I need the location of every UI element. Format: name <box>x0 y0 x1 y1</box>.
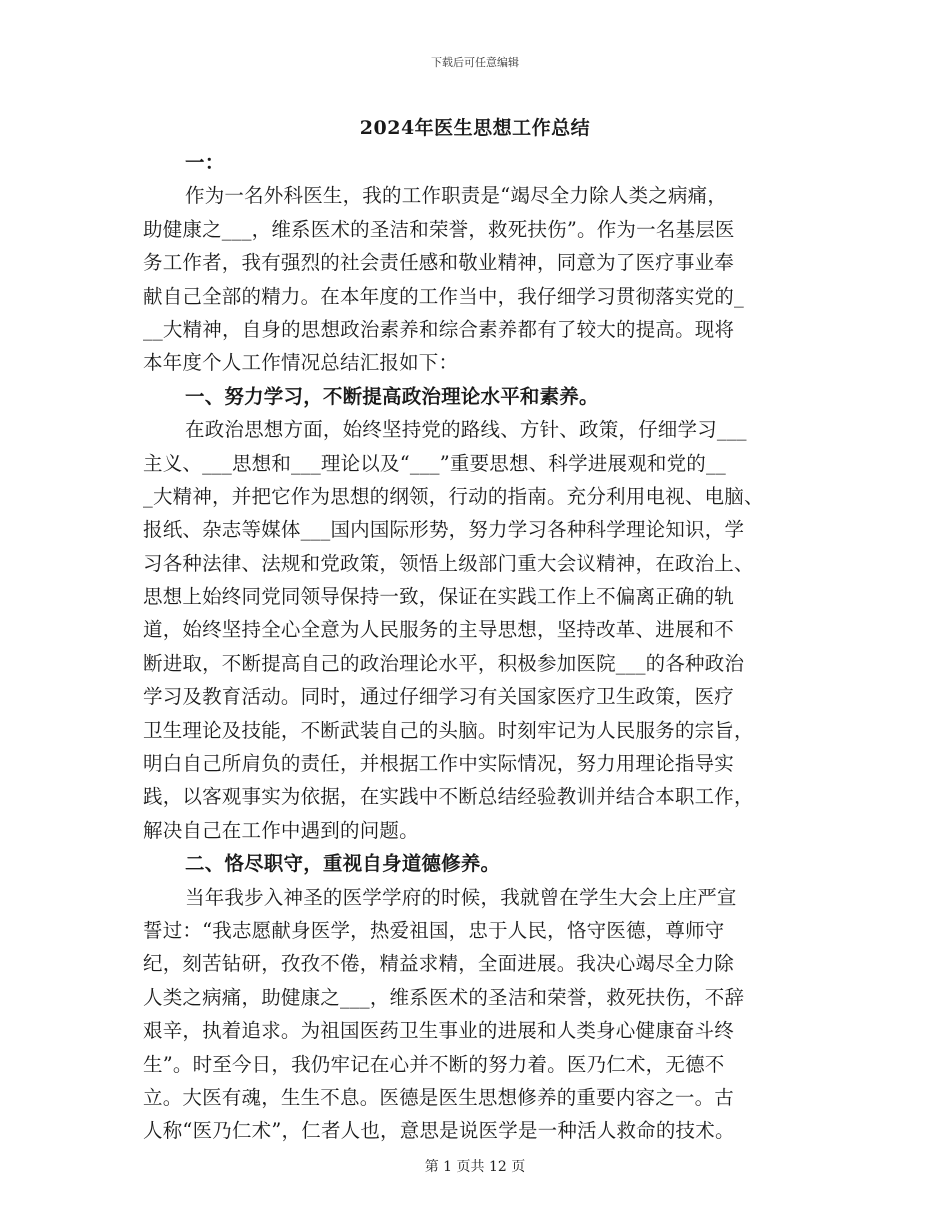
paragraph-line: 务工作者，我有强烈的社会责任感和敬业精神，同意为了医疗事业奉 <box>143 251 735 275</box>
paragraph-line: 生”。时至今日，我仍牢记在心并不断的努力着。医乃仁术，无德不 <box>143 1052 725 1076</box>
section-heading-line: 一： <box>185 151 225 174</box>
paragraph-line: 学习及教育活动。同时，通过仔细学习有关国家医疗卫生政策，医疗 <box>143 685 735 709</box>
paragraph-line: 解决自己在工作中遇到的问题。 <box>143 818 419 842</box>
paragraph-line: 纪，刻苦钻研，孜孜不倦，精益求精，全面进展。我决心竭尽全力除 <box>143 952 735 976</box>
paragraph-line: 誓过：“我志愿献身医学，热爱祖国，忠于人民，恪守医德，尊师守 <box>143 918 725 942</box>
paragraph-line: 助健康之___，维系医术的圣洁和荣誉，救死扶伤”。作为一名基层医 <box>143 217 735 241</box>
paragraph-line: 主义、___思想和___理论以及“___”重要思想、科学进展观和党的__ <box>143 451 726 475</box>
paragraph-line: 当年我步入神圣的医学学府的时候，我就曾在学生大会上庄严宣 <box>185 885 737 909</box>
paragraph-line: 作为一名外科医生，我的工作职责是“竭尽全力除人类之病痛， <box>185 184 728 208</box>
paragraph-line: 献自己全部的精力。在本年度的工作当中，我仔细学习贯彻落实党的_ <box>143 284 744 308</box>
paragraph-line: 断进取，不断提高自己的政治理论水平，积极参加医院___的各种政治 <box>143 651 745 675</box>
paragraph-line: 报纸、杂志等媒体___国内国际形势，努力学习各种科学理论知识，学 <box>143 518 745 542</box>
paragraph-line: 思想上始终同党同领导保持一致，保证在实践工作上不偏离正确的轨 <box>143 585 735 609</box>
section-heading-line: 二、恪尽职守，重视自身道德修养。 <box>185 852 501 876</box>
paragraph-line: 人类之病痛，助健康之___，维系医术的圣洁和荣誉，救死扶伤，不辞 <box>143 985 745 1009</box>
page-footer: 第 1 页共 12 页 <box>424 1159 526 1175</box>
paragraph-line: 卫生理论及技能，不断武装自己的头脑。时刻牢记为人民服务的宗旨， <box>143 718 754 742</box>
paragraph-line: 本年度个人工作情况总结汇报如下： <box>143 351 459 375</box>
paragraph-line: 践，以客观事实为依据，在实践中不断总结经验教训并结合本职工作， <box>143 785 754 809</box>
document-title: 2024年医生思想工作总结 <box>359 117 591 139</box>
paragraph-line: 道，始终坚持全心全意为人民服务的主导思想，坚持改革、进展和不 <box>143 618 735 642</box>
paragraph-line: 人称“医乃仁术”，仁者人也，意思是说医学是一种活人救命的技术。 <box>143 1119 735 1143</box>
paragraph-line: 在政治思想方面，始终坚持党的路线、方针、政策，仔细学习___ <box>185 418 747 442</box>
paragraph-line: _大精神，并把它作为思想的纲领，行动的指南。充分利用电视、电脑、 <box>143 484 764 508</box>
document-body <box>143 146 817 1148</box>
paragraph-line: 立。大医有魂，生生不息。医德是医生思想修养的重要内容之一。古 <box>143 1085 735 1109</box>
paragraph-line: __大精神，自身的思想政治素养和综合素养都有了较大的提高。现将 <box>143 317 735 341</box>
section-heading-line: 一、努力学习，不断提高政治理论水平和素养。 <box>185 384 599 408</box>
paragraph-line: 明白自己所肩负的责任，并根据工作中实际情况，努力用理论指导实 <box>143 752 735 776</box>
header-note: 下载后可任意编辑 <box>431 56 519 69</box>
paragraph-line: 习各种法律、法规和党政策，领悟上级部门重大会议精神，在政治上、 <box>143 551 754 575</box>
paragraph-line: 艰辛，执着追求。为祖国医药卫生事业的进展和人类身心健康奋斗终 <box>143 1019 735 1043</box>
